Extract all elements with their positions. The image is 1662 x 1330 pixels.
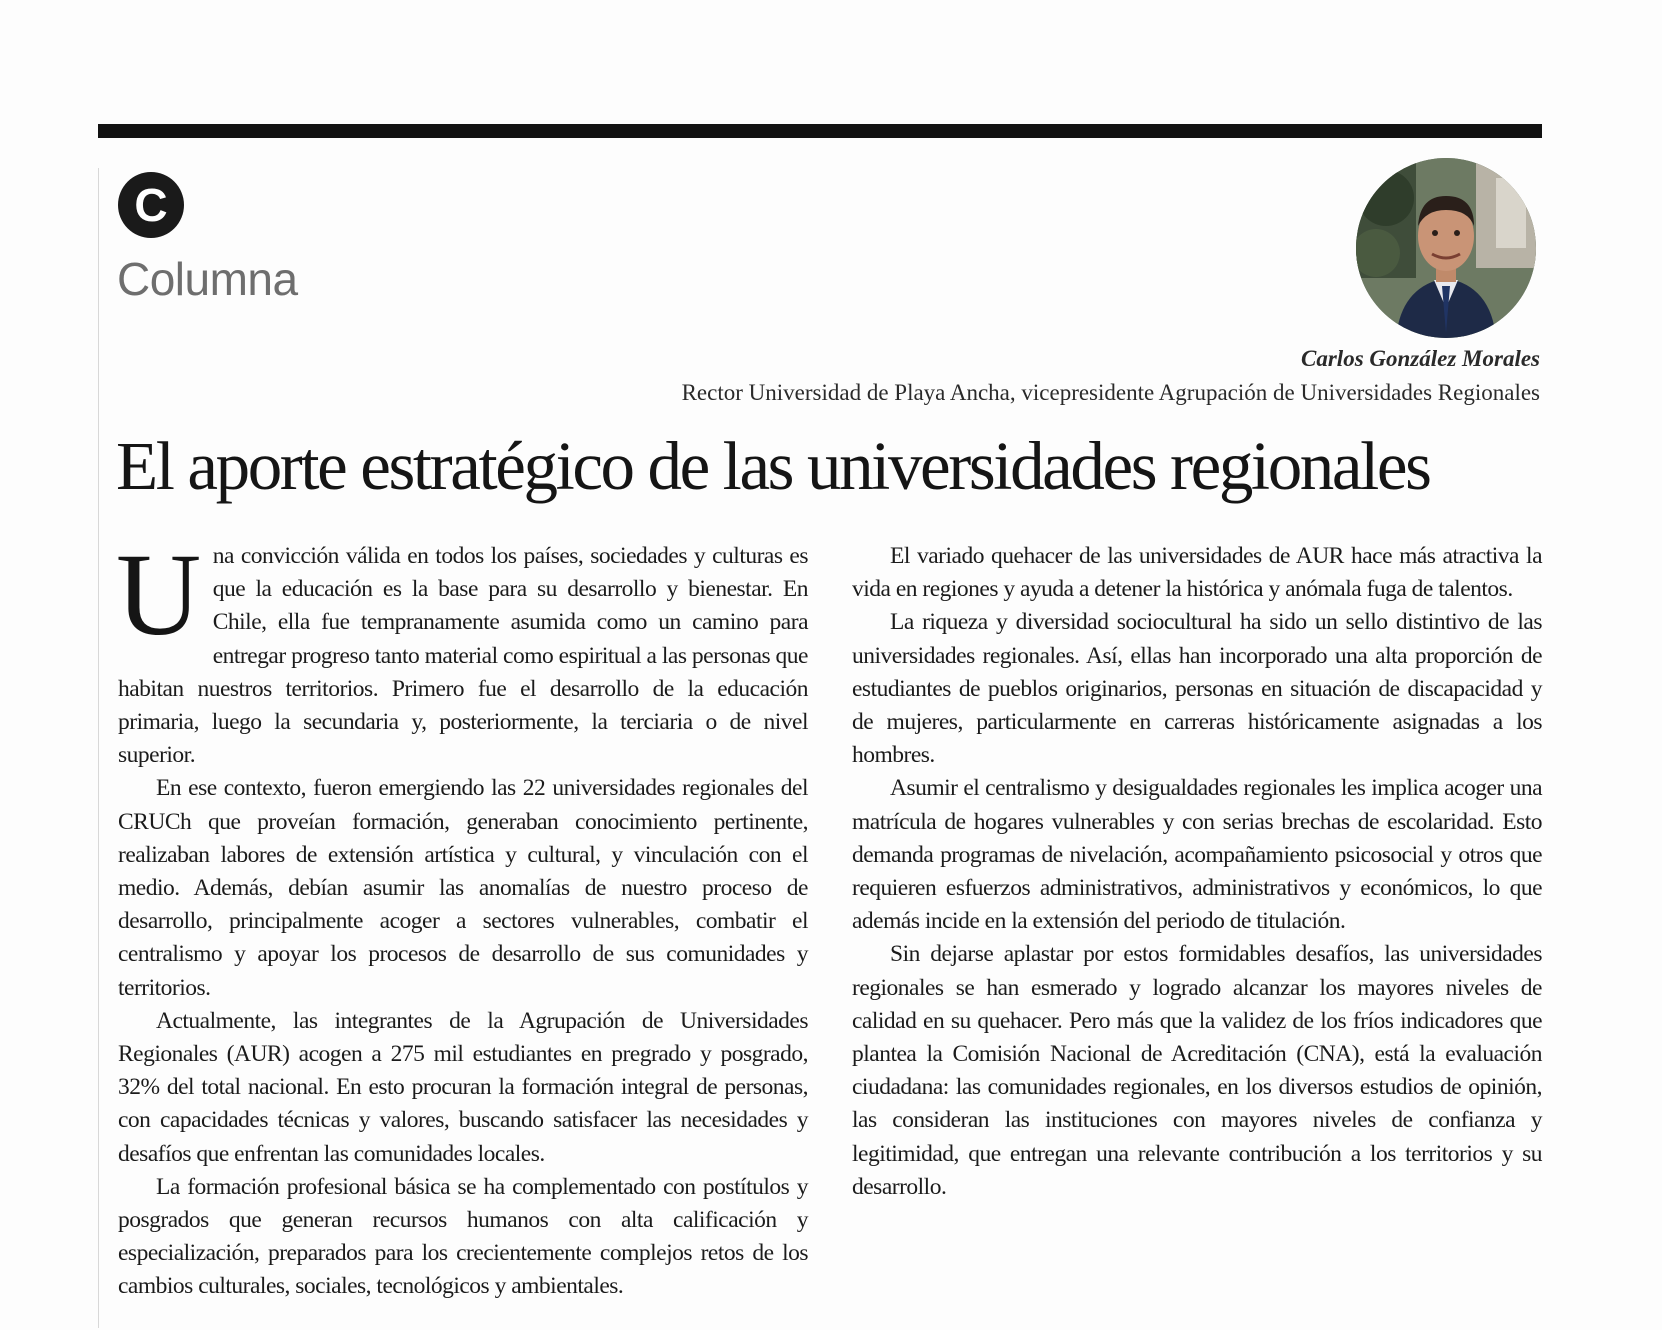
side-rule — [98, 168, 99, 1328]
author-role: Rector Universidad de Playa Ancha, vicepresidente Agrupación de Universidades Regionales — [681, 380, 1540, 405]
author-portrait-icon — [1356, 158, 1536, 338]
article-paragraph: Sin dejarse aplastar por estos formidables desafíos, las universidades regionales se han esmerado y logrado alcanzar los mayores niveles de calidad en su quehacer. Pero más que la validez de los fríos indicadores que plantea la Comisión Nacional de Acreditación (CNA), está la evaluación ciudadana: las comunidades regionales, en los diversos estudios de opinión, las consideran las instituciones con mayores niveles de confianza y legitimidad, que entregan una relevante contribución a los territorios y su desarrollo. — [852, 941, 1542, 1200]
paragraph-text: na convicción válida en todos los países, sociedades y culturas es que la educación es la base para su desarrollo y bienestar. En Chile, ella fue tempranamente asumida como un camino para entregar progreso tanto material como espiritual a las personas que habitan nuestros territorios. Primero fue el desarrollo de la educación primaria, luego la secundaria y, posteriormente, la terciaria o de nivel superior. — [118, 543, 808, 769]
article-paragraph — [116, 529, 808, 772]
author-photo — [1356, 158, 1536, 338]
article-paragraph: En ese contexto, fueron emergiendo las 22 universidades regionales del CRUCh que proveían formación, generaban conocimiento pertinente, realizaban labores de extensión artística y cultural, y vinculación con el medio. Además, debían asumir las anomalías de nuestro proceso de desarrollo, principalmente acoger a sectores vulnerables, combatir el centralismo y apoyar los procesos de desarrollo de sus comunidades y territorios. — [118, 775, 808, 1001]
dropcap: U — [116, 529, 201, 660]
headline: El aporte estratégico de las universidades regionales — [116, 428, 1430, 504]
article-body — [116, 529, 1542, 1320]
section-badge: C — [118, 172, 184, 238]
article-paragraph: Actualmente, las integrantes de la Agrupación de Universidades Regionales (AUR) acogen a 275 mil estudiantes en pregrado y posgrado, 32% del total nacional. En esto procuran la formación integral de personas, con capacidades técnicas y valores, buscando satisfacer las necesidades y desafíos que enfrentan las comunidades locales. — [118, 1007, 808, 1167]
article-paragraph: La riqueza y diversidad sociocultural ha sido un sello distintivo de las universidades regionales. Así, ellas han incorporado una alta proporción de estudiantes de pueblos originarios, personas en situación de discapacidad y de mujeres, particularmente en carreras históricamente asignadas a los hombres. — [852, 609, 1542, 769]
author-name: Carlos González Morales — [1301, 346, 1540, 371]
top-rule — [98, 124, 1542, 138]
article-paragraph: La formación profesional básica se ha complementado con postítulos y posgrados que generan recursos humanos con alta calificación y especialización, preparados para los crecientemente complejos retos de los cambios culturales, sociales, tecnológicos y ambientales. — [118, 1173, 808, 1300]
article-paragraph: Asumir el centralismo y desigualdades regionales les implica acoger una matrícula de hogares vulnerables y con serias brechas de escolaridad. Esto demanda programas de nivelación, acompañamiento psicosocial y otros que requieren esfuerzos administrativos, administrativos y económicos, lo que además incide en la extensión del periodo de titulación. — [852, 775, 1542, 935]
section-name: Columna — [117, 253, 298, 305]
article-paragraph: El variado quehacer de las universidades de AUR hace más atractiva la vida en regiones y ayuda a detener la histórica y anómala fuga de talentos. — [852, 543, 1542, 603]
